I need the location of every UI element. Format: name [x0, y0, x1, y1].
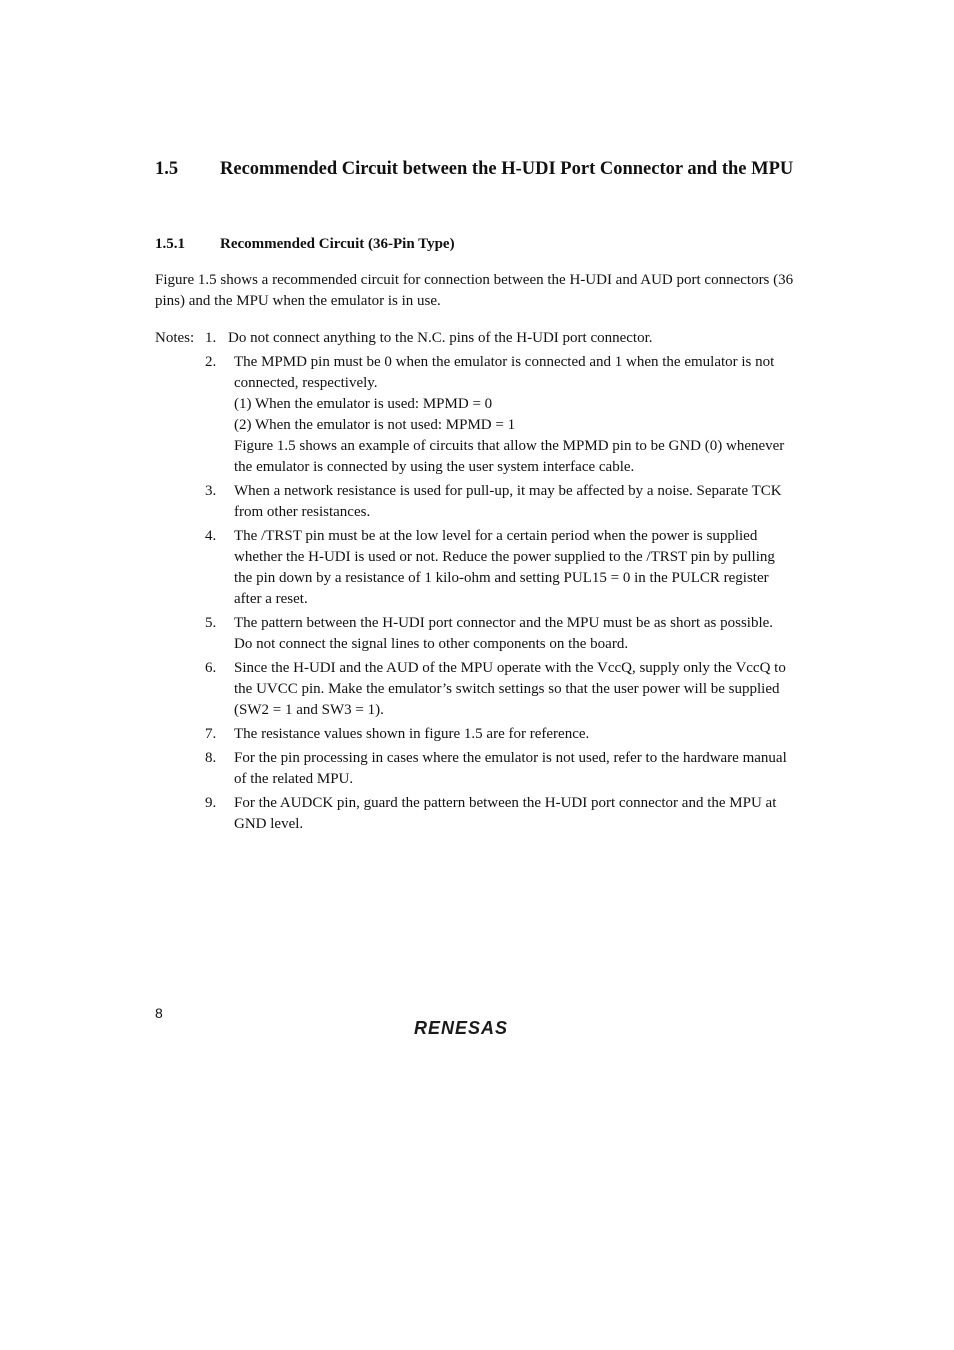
notes-label: Notes:	[155, 330, 195, 346]
page-number: 8	[155, 1005, 163, 1021]
note-number: 8.	[205, 750, 217, 766]
note-text: Do not connect anything to the N.C. pins of the H-UDI port connector.	[228, 330, 653, 346]
note-item	[155, 793, 795, 835]
note-text: Figure 1.5 shows an example of circuits that allow the MPMD pin to be GND (0) whenever the emulator is connected by using the user system interface cable.	[234, 438, 785, 475]
note-item	[155, 352, 795, 478]
note-number: 9.	[205, 795, 217, 811]
note-text: The /TRST pin must be at the low level for a certain period when the power is supplied whether the H-UDI is used or not. Reduce the power supplied to the /TRST pin by pulling the pin down by a resistance of 1 kilo-ohm and setting PUL15 = 0 in the PULCR register after a reset.	[234, 528, 775, 607]
note-number: 4.	[205, 528, 217, 544]
section-title: Recommended Circuit between the H-UDI Port Connector and the MPU	[220, 159, 794, 179]
note-number: 2.	[205, 354, 217, 370]
note-number: 3.	[205, 483, 217, 499]
note-number: 7.	[205, 726, 217, 742]
notes-list	[155, 328, 795, 838]
note-item	[155, 658, 795, 721]
note-item	[155, 748, 795, 790]
note-text: The MPMD pin must be 0 when the emulator is connected and 1 when the emulator is not connected, respectively.	[234, 354, 775, 391]
note-text: Since the H-UDI and the AUD of the MPU operate with the VccQ, supply only the VccQ to the UVCC pin. Make the emulator’s switch settings so that the user power will be supplied (SW2 = 1 and SW3 = 1).	[234, 660, 786, 718]
note-text: (1) When the emulator is used: MPMD = 0	[234, 396, 493, 412]
section-number: 1.5	[155, 159, 179, 179]
logo-wordmark: RENESAS	[414, 1018, 509, 1038]
note-text: The pattern between the H-UDI port connector and the MPU must be as short as possible. Do not connect the signal lines to other components on the board.	[234, 615, 774, 652]
note-item	[155, 724, 795, 745]
note-item	[155, 481, 795, 523]
note-item	[155, 328, 795, 349]
subsection-title: Recommended Circuit (36-Pin Type)	[220, 236, 455, 252]
note-text: For the AUDCK pin, guard the pattern between the H-UDI port connector and the MPU at GND level.	[234, 795, 777, 832]
note-text: When a network resistance is used for pull-up, it may be affected by a noise. Separate TCK from other resistances.	[234, 483, 782, 520]
note-text: (2) When the emulator is not used: MPMD = 1	[234, 417, 516, 433]
note-number: 1.	[205, 330, 217, 346]
note-text: The resistance values shown in figure 1.5 are for reference.	[234, 726, 590, 742]
renesas-logo	[412, 1016, 534, 1038]
note-number: 5.	[205, 615, 217, 631]
note-item	[155, 613, 795, 655]
note-item	[155, 526, 795, 610]
intro-paragraph: Figure 1.5 shows a recommended circuit for connection between the H-UDI and AUD port connectors (36 pins) and the MPU when the emulator is in use.	[155, 272, 794, 309]
note-number: 6.	[205, 660, 217, 676]
subsection-number: 1.5.1	[155, 236, 185, 252]
note-text: For the pin processing in cases where the emulator is not used, refer to the hardware manual of the related MPU.	[234, 750, 787, 787]
